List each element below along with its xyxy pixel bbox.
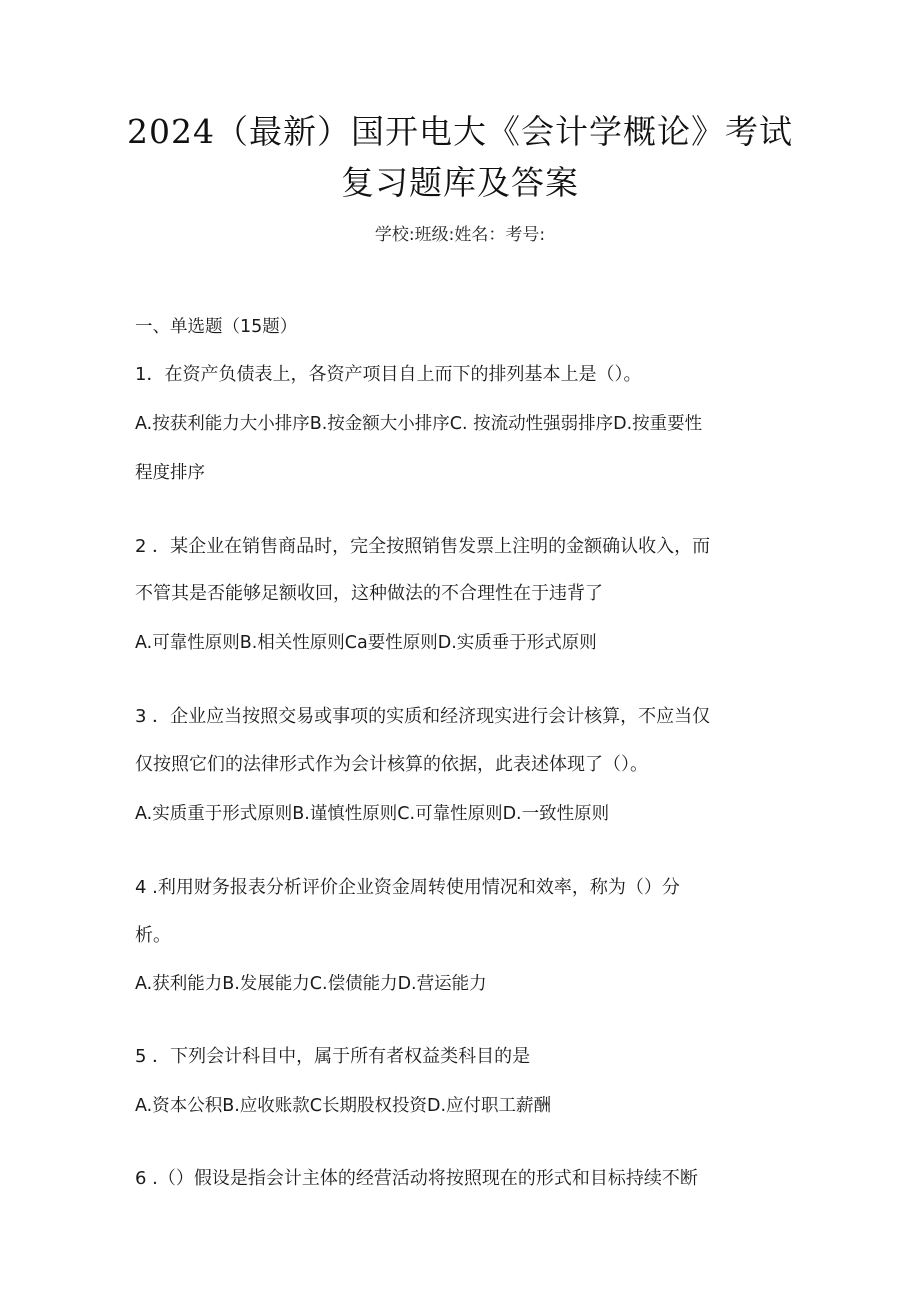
question-3-text-cont: 仅按照它们的法律形式作为会计核算的依据，此表述体现了（）。 <box>135 754 648 775</box>
question-6-text: 6 .（）假设是指会计主体的经营活动将按照现在的形式和目标持续不断 <box>135 1168 698 1189</box>
question-5-text: 5 ．下列会计科目中，属于所有者权益类科目的是 <box>135 1046 531 1067</box>
question-4-options: A.获利能力B.发展能力C.偿债能力D.营运能力 <box>135 974 487 994</box>
question-2-text: 2 ．某企业在销售商品时，完全按照销售发票上注明的金额确认收入，而 <box>135 536 711 557</box>
question-3-text: 3 ．企业应当按照交易或事项的实质和经济现实进行会计核算，不应当仅 <box>135 706 711 727</box>
document-title-line-2: 复习题库及答案 <box>341 163 579 202</box>
document-title-line-1: 2024（最新）国开电大《会计学概论》考试 <box>127 112 793 151</box>
question-4-text-cont: 析。 <box>135 925 171 946</box>
question-2-text-cont: 不管其是否能够足额收回，这种做法的不合理性在于违背了 <box>135 583 603 604</box>
question-4-text: 4 .利用财务报表分析评价企业资金周转使用情况和效率，称为（）分 <box>135 877 680 898</box>
question-5-options: A.资本公积B.应收账款C长期股权投资D.应付职工薪酬 <box>135 1096 552 1116</box>
question-1-text: 1．在资产负债表上，各资产项目自上而下的排列基本上是（）。 <box>135 364 642 385</box>
student-info-line: 学校:班级:姓名：考号: <box>374 225 546 245</box>
question-2-options: A.可靠性原则B.相关性原则Ca要性原则D.实质垂于形式原则 <box>135 633 597 653</box>
question-1-options: A.按获利能力大小排序B.按金额大小排序C. 按流动性强弱排序D.按重要性 <box>135 414 703 434</box>
question-1-options-cont: 程度排序 <box>135 463 205 483</box>
section-heading: 一、单选题（15题） <box>135 317 298 337</box>
question-3-options: A.实质重于形式原则B.谨慎性原则C.可靠性原则D.一致性原则 <box>135 804 610 824</box>
